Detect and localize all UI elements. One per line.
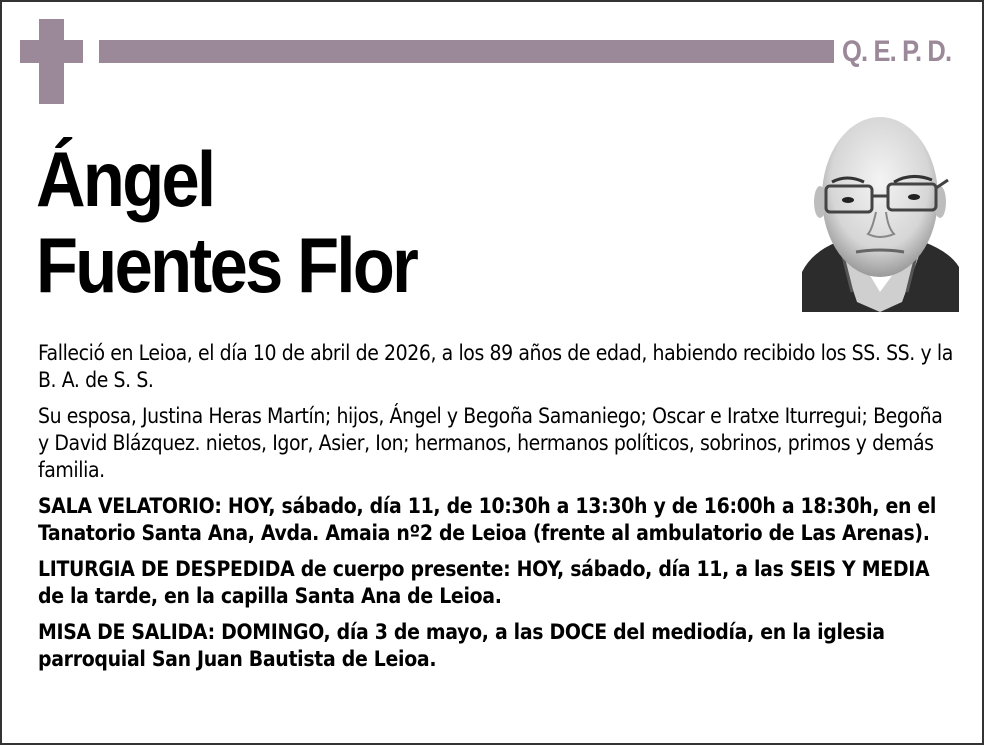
- cross-horizontal-bar: [20, 40, 83, 63]
- wake-room-info: SALA VELATORIO: HOY, sábado, día 11, de 10:30h a 13:30h y de 16:00h a 18:30h, en el Tanatorio Santa Ana, Avda. Amaia nº2 de Leioa (frente al ambulatorio de Las Arenas).: [38, 494, 937, 545]
- departure-mass-info: MISA DE SALIDA: DOMINGO, día 3 de mayo, a las DOCE del mediodía, en la iglesia parroquial San Juan Bautista de Leioa.: [38, 620, 885, 671]
- family-list: Su esposa, Justina Heras Martín; hijos, Ángel y Begoña Samaniego; Oscar e Iratxe Iturregui; Begoña y David Blázquez. nietos, Igor, Asier, Ion; hermanos, hermanos políticos, sobrinos, primos y demás familia.: [38, 404, 943, 482]
- qepd-badge: Q. E. P. D.: [842, 35, 952, 68]
- header-rule: [99, 40, 834, 63]
- first-name: Ángel: [36, 135, 214, 223]
- farewell-liturgy-info: LITURGIA DE DESPEDIDA de cuerpo presente: HOY, sábado, día 11, a las SEIS Y MEDIA de la tarde, en la capilla Santa Ana de Leioa.: [38, 557, 930, 608]
- death-announcement: Falleció en Leioa, el día 10 de abril de 2026, a los 89 años de edad, habiendo recibido los SS. SS. y la B. A. de S. S.: [38, 341, 953, 392]
- surname: Fuentes Flor: [36, 221, 417, 309]
- portrait-image: [802, 102, 959, 312]
- notice-body: [38, 340, 958, 682]
- deceased-name: [36, 136, 416, 308]
- portrait-photo: [802, 102, 959, 312]
